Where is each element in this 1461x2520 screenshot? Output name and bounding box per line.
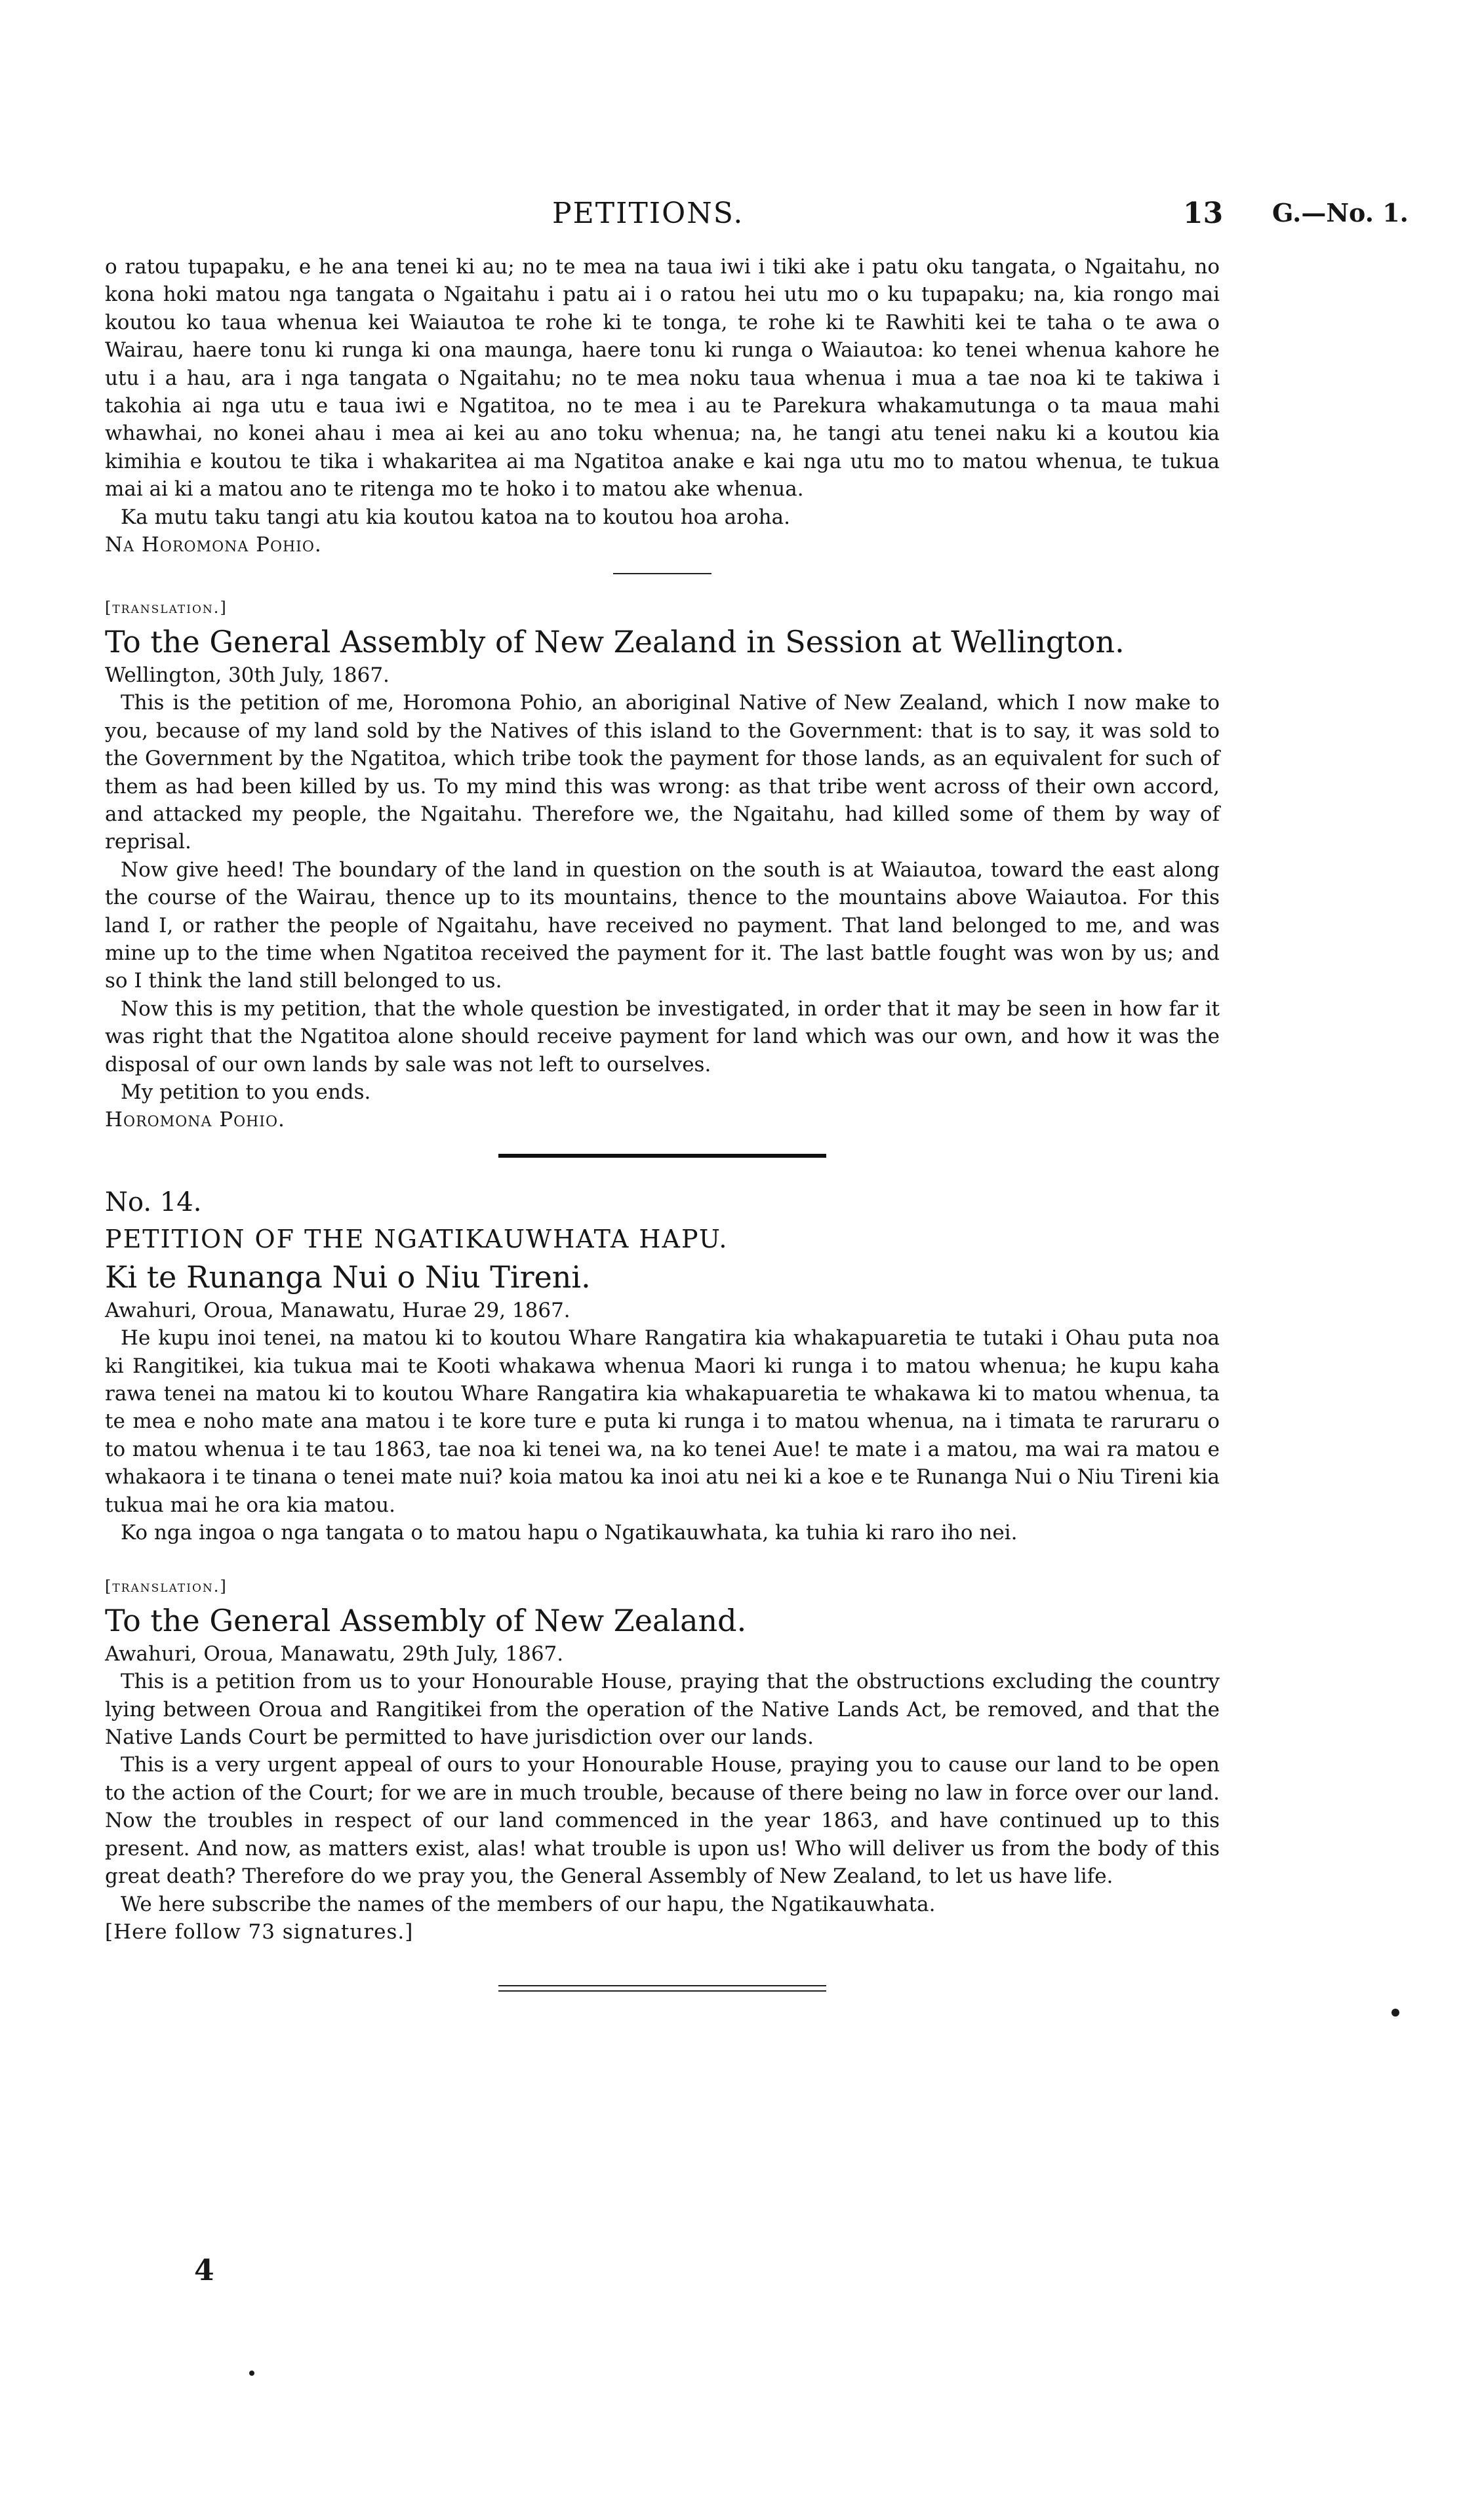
translation-tag: [translation.] [105,599,228,618]
document-reference: G.—No. 1. [1272,198,1409,227]
page-number: 13 [1183,197,1224,230]
translation-heading: To the General Assembly of New Zealand in Session at Wellington. [105,623,1125,660]
maori-paragraph: Ko nga ingoa o nga tangata o to matou hapu o Ngatikauwhata, ka tuhia ki raro iho nei. [121,1521,1018,1545]
page-body [105,253,1220,1992]
maori-closing-line: Ka mutu taku tangi atu kia koutou katoa na to koutou hoa aroha. [121,505,790,529]
petition-number: No. 14. [105,1187,202,1217]
translation-paragraph: This is the petition of me, Horomona Pohio, an aboriginal Native of New Zealand, which I now make to you, because of my land sold by the Natives of this island to the Government: that is to say, it was sold to the Government by the Ngatitoa, which tribe took the payment for those lands, as an equivalent for such of them as had been killed by us. To my mind this was wrong: as that tribe went across of their own accord, and attacked my people, the Ngaitahu. Therefore we, the Ngaitahu, had killed some of them by way of reprisal. [105,691,1220,854]
running-head [0,197,1461,243]
end-double-rule [498,1985,826,1992]
translation-tag: [translation.] [105,1577,228,1596]
running-title: PETITIONS. [552,197,744,230]
petition-title: PETITION OF THE NGATIKAUWHATA HAPU. [105,1224,729,1253]
translation-heading: To the General Assembly of New Zealand. [105,1602,747,1638]
maori-heading: Ki te Runanga Nui o Niu Tireni. [105,1259,591,1295]
maori-dateline: Awahuri, Oroua, Manawatu, Hurae 29, 1867. [105,1298,570,1322]
signature-mark: 4 [194,2254,214,2287]
translation-dateline: Wellington, 30th July, 1867. [105,663,390,687]
translation-signature: Horomona Pohio. [105,1108,285,1132]
translation-dateline: Awahuri, Oroua, Manawatu, 29th July, 1867. [105,1642,564,1666]
translation-paragraph: This is a very urgent appeal of ours to your Honourable House, praying you to cause our land to be open to the action of the Court; for we are in much trouble, because of there being no law in force over our land. Now the troubles in respect of our land commenced in the year 1863, and have continued up to this present. And now, as matters exist, alas! what trouble is upon us! Who will deliver us from the body of this great death? Therefore do we pray you, the General Assembly of New Zealand, to let us have life. [105,1753,1220,1889]
heavy-section-rule [498,1154,826,1158]
translation-paragraph: My petition to you ends. [121,1080,371,1104]
translation-paragraph: This is a petition from us to your Honourable House, praying that the obstructions excluding the country lying between Oroua and Rangitikei from the operation of the Native Lands Act, be removed, and that the Native Lands Court be permitted to have jurisdiction over our lands. [105,1670,1220,1750]
maori-paragraph: He kupu inoi tenei, na matou ki to koutou Whare Rangatira kia whakapuaretia te tutaki i Ohau puta noa ki Rangitikei, kia tukua mai te Kooti whakawa whenua Maori ki runga i to matou whenua; he kupu kaha rawa tenei na matou ki to koutou Whare Rangatira kia whakapuaretia te whakawa ki to matou whenua, ta te mea e noho mate ana matou i te kore ture e puta ki runga i to matou whenua, na i timata te raruraru o to matou whenua i te tau 1863, tae noa ki tenei wa, na ko tenei Aue! te mate i a matou, ma wai ra matou e whakaora i te tinana o tenei mate nui? koia matou ka inoi atu nei ki a koe e te Runanga Nui o Niu Tireni kia tukua mai he ora kia matou. [105,1326,1220,1517]
section-divider [613,573,711,574]
maori-petition-continuation: o ratou tupapaku, e he ana tenei ki au; no te mea na taua iwi i tiki ake i patu oku tangata, o Ngaitahu, no kona hoki matou nga tangata o Ngaitahu i patu ai i o ratou hei utu mo o ku tupapaku; na, kia rongo mai koutou ko taua whenua kei Waiautoa te rohe ki te tonga, te rohe ki te Rawhiti kei te taha o te awa o Wairau, haere tonu ki runga ki ona maunga, haere tonu ki runga o Waiautoa: ko tenei whenua kahore he utu i a hau, ara i nga tangata o Ngaitahu; no te mea noku taua whenua i mua a tae noa ki te takiwa i takohia ai nga utu e taua iwi e Ngatitoa, no te mea i au te Parekura whakamutunga o ta maua mahi whawhai, no konei ahau i mea ai kei au ano toku whenua; na, he tangi atu tenei naku ki a koutou kia kimihia e koutou te tika i whakaritea ai ma Ngatitoa anake e kai nga utu mo to matou whenua, te tukua mai ai ki a matou ano te ritenga mo te hoko i to matou ake whenua. [105,255,1220,502]
signatures-note: [Here follow 73 signatures.] [105,1920,414,1944]
maori-signature: Na Horomona Pohio. [105,533,322,557]
translation-paragraph: Now give heed! The boundary of the land in question on the south is at Waiautoa, toward the east along the course of the Wairau, thence up to its mountains, thence to the mountains above Waiautoa. For this land I, or rather the people of Ngaitahu, have received no payment. That land belonged to me, and was mine up to the time when Ngatitoa received the payment for it. The last battle fought was won by us; and so I think the land still belonged to us. [105,857,1220,993]
scan-speck [249,2371,254,2376]
translation-paragraph: Now this is my petition, that the whole question be investigated, in order that it may be seen in how far it was right that the Ngatitoa alone should receive payment for land which was our own, and how it was the disposal of our own lands by sale was not left to ourselves. [105,996,1220,1076]
scan-speck [1391,2009,1399,2017]
translation-paragraph: We here subscribe the names of the members of our hapu, the Ngatikauwhata. [121,1892,936,1916]
